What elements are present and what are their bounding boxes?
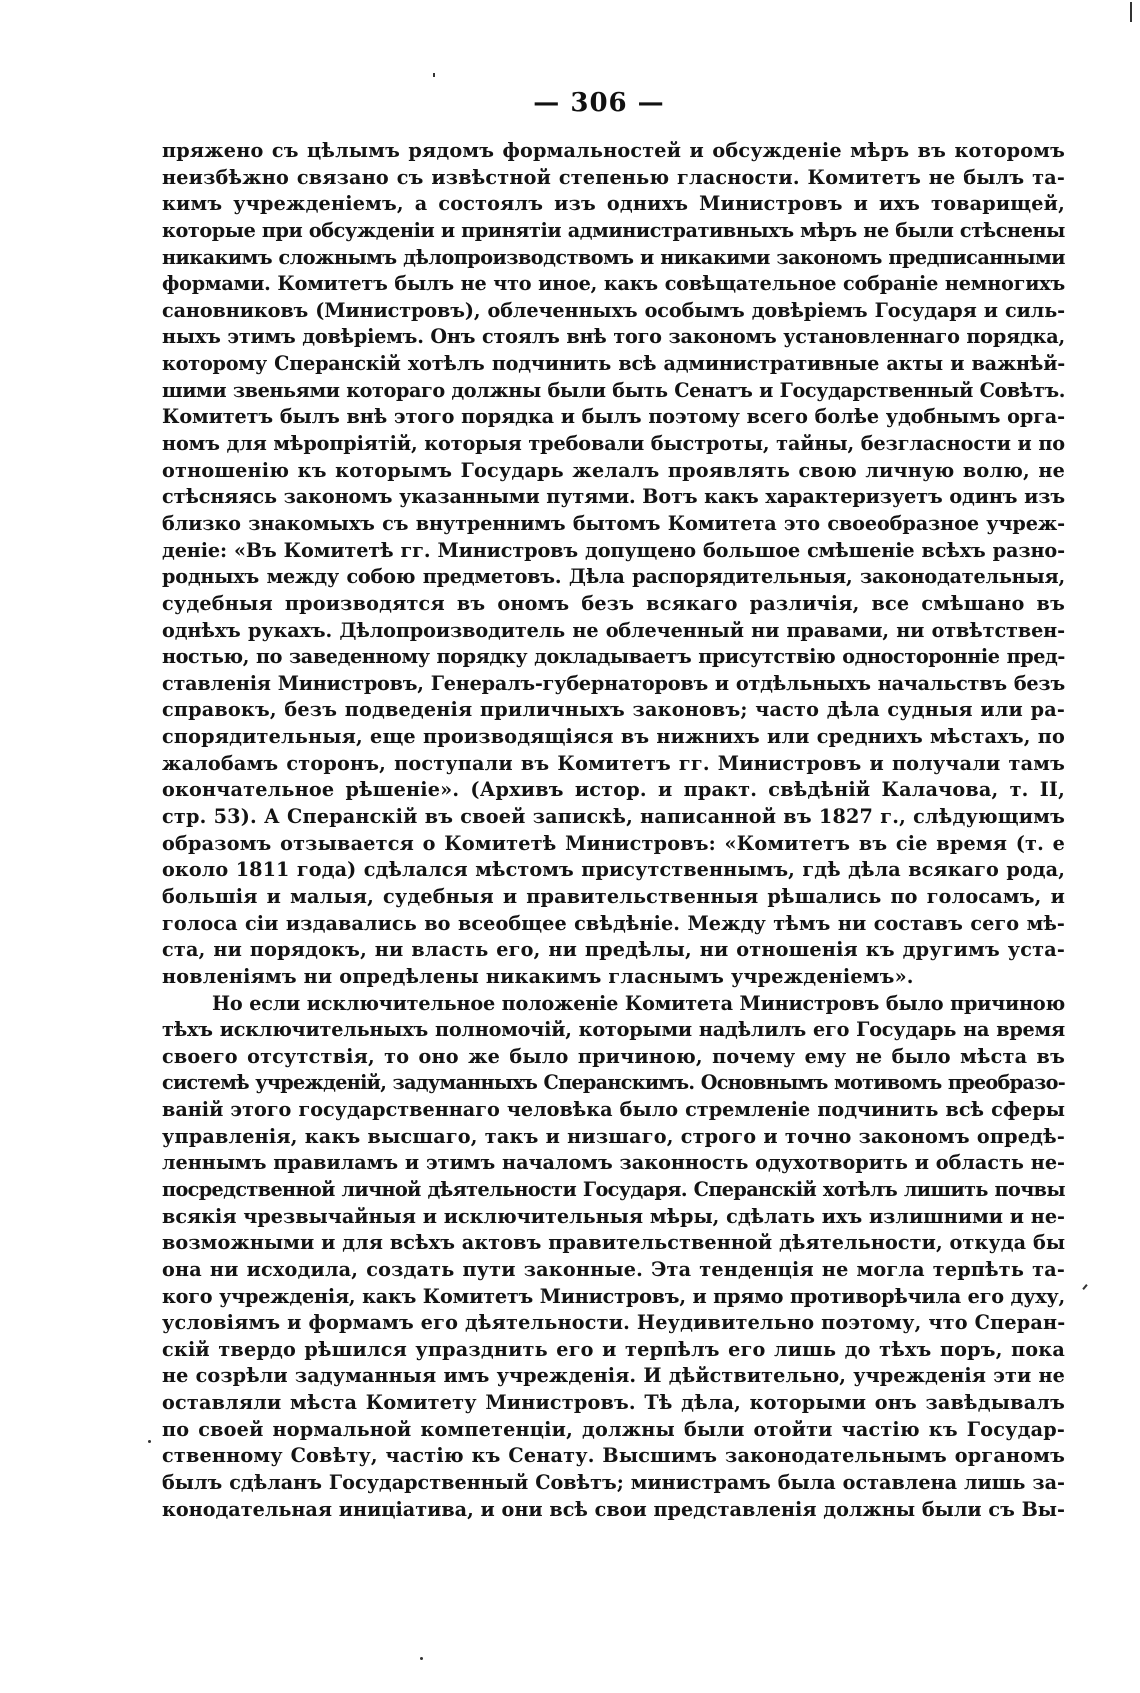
text-line: ставленія Министровъ, Генералъ-губернаторовъ и отдѣльныхъ начальствъ безъ — [162, 671, 1065, 695]
text-line: скій твердо рѣшился упразднить его и терпѣлъ его лишь до тѣхъ поръ, пока — [162, 1337, 1065, 1361]
text-line: оставляли мѣста Комитету Министровъ. Тѣ дѣла, которыми онъ завѣдывалъ — [162, 1391, 1065, 1415]
text-line: судебныя производятся въ ономъ безъ всякаго различія, все смѣшано въ — [162, 591, 1065, 615]
text-line: никакимъ сложнымъ дѣлопроизводствомъ и никакими закономъ предписанными — [162, 245, 1065, 269]
text-line: леннымъ правиламъ и этимъ началомъ законность одухотворить и область не- — [162, 1151, 1065, 1175]
text-line: окончательное рѣшеніе». (Архивъ истор. и практ. свѣдѣній Калачова, т. II, — [162, 778, 1065, 802]
text-line: всякія чрезвычайныя и исключительныя мѣры, сдѣлать ихъ излишними и не- — [162, 1204, 1065, 1228]
scan-mark — [1082, 1284, 1087, 1290]
text-line: образомъ отзывается о Комитетѣ Министровъ: «Комитетъ въ сіе время (т. е — [162, 831, 1065, 855]
text-line: кого учрежденія, какъ Комитетъ Министровъ, и прямо противорѣчила его духу, — [162, 1284, 1065, 1308]
text-line: по своей нормальной компетенціи, должны были отойти частію къ Государ- — [162, 1417, 1065, 1441]
text-line: посредственной личной дѣятельности Государя. Сперанскій хотѣлъ лишить почвы — [162, 1177, 1065, 1201]
text-line: управленія, какъ высшаго, такъ и низшаго, строго и точно закономъ опредѣ- — [162, 1124, 1065, 1148]
text-line: возможными и для всѣхъ актовъ правительственной дѣятельности, откуда бы — [162, 1231, 1066, 1255]
scan-mark — [148, 1440, 151, 1443]
text-line: ственному Совѣту, частію къ Сенату. Высшимъ законодательнымъ органомъ — [162, 1444, 1065, 1468]
text-line: былъ сдѣланъ Государственный Совѣтъ; министрамъ была оставлена лишь за- — [162, 1471, 1065, 1495]
page-number: — 306 — — [533, 88, 665, 118]
text-line: ста, ни порядокъ, ни власть его, ни предѣлы, ни отношенія къ другимъ уста- — [162, 938, 1065, 962]
text-line: справокъ, безъ подведенія приличныхъ законовъ; часто дѣла судныя или ра- — [162, 698, 1065, 722]
text-line: жалобамъ сторонъ, поступали въ Комитетъ гг. Министровъ и получали тамъ — [162, 751, 1065, 775]
text-line: новленіямъ ни опредѣлены никакимъ гласнымъ учрежденіемъ». — [162, 964, 914, 988]
main-text — [162, 138, 1065, 1523]
text-line: своего отсутствія, то оно же было причиною, почему ему не было мѣста въ — [162, 1044, 1065, 1068]
text-line: ностью, по заведенному порядку докладываетъ присутствію односторонніе пред- — [162, 645, 1065, 669]
text-line: стр. 53). А Сперанскій въ своей запискѣ, написанной въ 1827 г., слѣдующимъ — [162, 805, 1065, 829]
text-line: кимъ учрежденіемъ, а состоялъ изъ однихъ Министровъ и ихъ товарищей, — [162, 192, 1065, 216]
scan-mark — [420, 1657, 423, 1660]
text-line: она ни исходила, создать пути законные. Эта тенденція не могла терпѣть та- — [162, 1257, 1065, 1281]
paragraph-1 — [162, 138, 1065, 991]
text-line: условіямъ и формамъ его дѣятельности. Неудивительно поэтому, что Сперан- — [162, 1311, 1066, 1335]
text-line: номъ для мѣропріятій, которыя требовали быстроты, тайны, безгласности и по — [162, 432, 1065, 456]
text-line: формами. Комитетъ былъ не что иное, какъ совѣщательное собраніе немногихъ — [162, 272, 1065, 296]
text-line: которые при обсужденіи и принятіи административныхъ мѣръ не были стѣснены — [162, 218, 1065, 242]
text-line: которому Сперанскій хотѣлъ подчинить всѣ административные акты и важнѣй- — [162, 352, 1065, 376]
text-line: неизбѣжно связано съ извѣстной степенью гласности. Комитетъ не былъ та- — [162, 165, 1065, 189]
text-line: деніе: «Въ Комитетѣ гг. Министровъ допущено большое смѣшеніе всѣхъ разно- — [162, 538, 1065, 562]
text-line: стѣсняясь закономъ указанными путями. Вотъ какъ характеризуетъ одинъ изъ — [162, 485, 1065, 509]
scan-mark — [1130, 2, 1132, 22]
text-line: шими звеньями котораго должны были быть Сенатъ и Государственный Совѣтъ. — [162, 378, 1065, 402]
text-line: системѣ учрежденій, задуманныхъ Сперанскимъ. Основнымъ мотивомъ преобразо- — [162, 1071, 1065, 1095]
text-line: ныхъ этимъ довѣріемъ. Онъ стоялъ внѣ того закономъ установленнаго порядка, — [162, 325, 1065, 349]
text-line: сановниковъ (Министровъ), облеченныхъ особымъ довѣріемъ Государя и силь- — [162, 298, 1065, 322]
paragraph-2 — [162, 991, 1065, 1524]
text-line: около 1811 года) сдѣлался мѣстомъ присутственнымъ, гдѣ дѣла всякаго рода, — [162, 858, 1065, 882]
text-line: Комитетъ былъ внѣ этого порядка и былъ поэтому всего болѣе удобнымъ орга- — [162, 405, 1065, 429]
text-line: пряжено съ цѣлымъ рядомъ формальностей и обсужденіе мѣръ въ которомъ — [162, 139, 1065, 162]
text-line: тѣхъ исключительныхъ полномочій, которыми надѣлилъ его Государь на время — [162, 1018, 1065, 1042]
text-line: голоса сіи издавались во всеобщее свѣдѣніе. Между тѣмъ ни составъ сего мѣ- — [162, 911, 1065, 935]
text-line: родныхъ между собою предметовъ. Дѣла распорядительныя, законодательныя, — [162, 565, 1065, 589]
text-line: отношенію къ которымъ Государь желалъ проявлять свою личную волю, не — [162, 458, 1065, 482]
text-line: однѣхъ рукахъ. Дѣлопроизводитель не облеченный ни правами, ни отвѣтствен- — [162, 618, 1065, 642]
text-line: Но если исключительное положеніе Комитета Министровъ было причиною — [212, 991, 1065, 1015]
text-line: большія и малыя, судебныя и правительственныя рѣшались по голосамъ, и — [162, 884, 1065, 908]
text-line: конодательная иниціатива, и они всѣ свои представленія должны были съ Вы- — [162, 1497, 1065, 1521]
text-line: ваній этого государственнаго человѣка было стремленіе подчинить всѣ сферы — [162, 1098, 1065, 1122]
text-line: не созрѣли задуманныя имъ учрежденія. И дѣйствительно, учрежденія эти не — [162, 1364, 1065, 1388]
scan-mark — [433, 73, 435, 77]
text-line: близко знакомыхъ съ внутреннимъ бытомъ Комитета это своеобразное учреж- — [162, 511, 1065, 535]
text-line: спорядительныя, еще производящіяся въ нижнихъ или среднихъ мѣстахъ, по — [162, 725, 1065, 749]
